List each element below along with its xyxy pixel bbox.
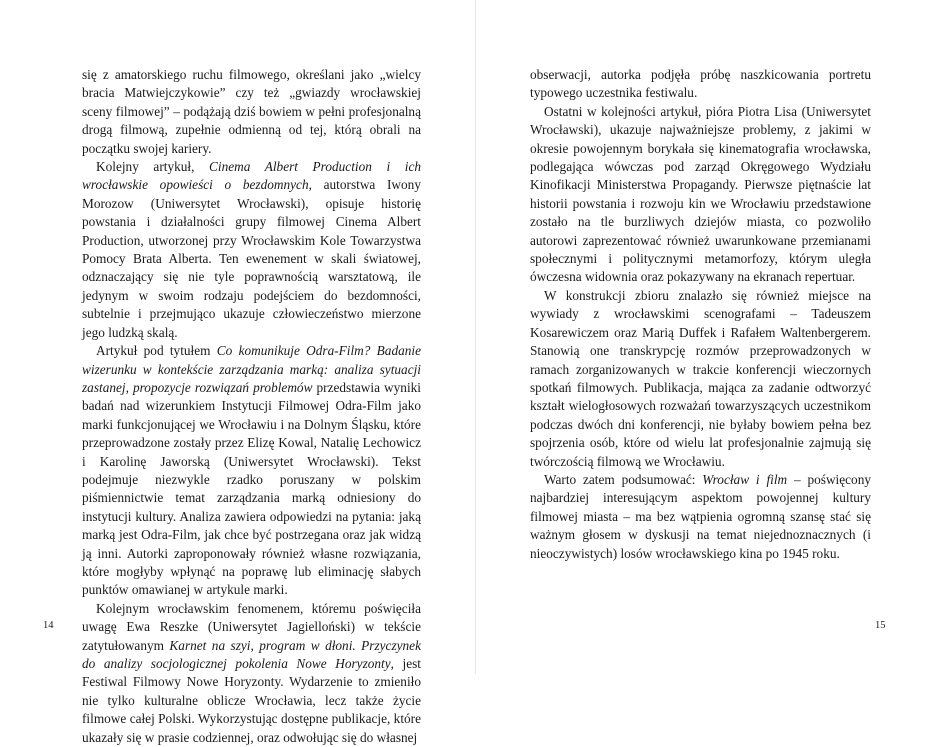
paragraph: Kolejnym wrocławskim fenomenem, któremu poświęciła uwagę Ewa Reszke (Uniwersytet Jagielloński) w tekście zatytułowanym Karnet na szyi, program w dłoni. Przyczynek do analizy socjologicznej pokolenia Nowe Horyzonty, jest Festiwal Filmowy Nowe Horyzonty. Wydarzenie to zmieniło nie tylko kulturalne oblicze Wrocławia, lecz także życie filmowe całej Polski. Wykorzystując dostępne publikacje, które ukazały się w prasie codziennej, oraz odwołując się do własnej [82, 600, 421, 745]
left-page-text [82, 66, 421, 747]
right-page [475, 0, 950, 674]
paragraph: Warto zatem podsumować: Wrocław i film – poświęcony najbardziej interesującym aspektom powojennej kultury filmowej miasta – ma bez wątpienia ogromną szansę stać się ważnym głosem w dyskusji na temat niejednoznacznych (i nieoczywistych) losów wrocławskiego kina po 1945 roku. [530, 471, 871, 561]
left-page [0, 0, 475, 745]
paragraph: Artykuł pod tytułem Co komunikuje Odra-Film? Badanie wizerunku w kontekście zarządzania marką: analiza sytuacji zastanej, propozycje rozwiązań problemów przedstawia wyniki badań nad wizerunkiem Instytucji Filmowej Odra-Film jako marki funkcjonującej we Wrocławiu i na Dolnym Śląsku, które przeprowadzone zostały przez Elizę Kowal, Natalię Lechowicz i Karolinę Jaworską (Uniwersytet Wrocławski). Tekst podejmuje niezwykle rzadko poruszany w polskim piśmiennictwie temat zarządzania marką odniesiony do instytucji kultury. Analiza zawiera odpowiedzi na pytania: jaką marką jest Odra-Film, jak chce być postrzegana oraz jak widzą ją inni. Autorki zaproponowały również własne rozwiązania, które mogłyby wpłynąć na poprawę lub eliminację słabych punktów omawianej w artykule marki. [82, 343, 421, 598]
paragraph: Ostatni w kolejności artykuł, pióra Piotra Lisa (Uniwersytet Wrocławski), ukazuje najważniejsze problemy, z jakimi w okresie powojennym borykała się kinematografia wrocławska, podlegająca wówczas pod zarząd Okręgowego Wydziału Kinofikacji Ministerstwa Propagandy. Pierwsze piętnaście lat historii powstania i rozwoju kin we Wrocławiu przedstawione zostało na tle burzliwych dziejów miasta, co pozwoliło autorowi zaprezentować również uwarunkowane przemianami społecznymi i politycznymi metamorfozy, którym uległa ówczesna widownia oraz pokazywany na ekranach repertuar. [530, 103, 871, 285]
article-title: Karnet na szyi, program w dłoni. Przyczynek do analizy socjologicznej pokolenia Nowe Horyzonty [82, 637, 421, 671]
paragraph: obserwacji, autorka podjęła próbę naszkicowania portretu typowego uczestnika festiwalu. [530, 67, 871, 101]
paragraph: W konstrukcji zbioru znalazło się również miejsce na wywiady z wrocławskimi scenografami – Tadeuszem Kosarewiczem oraz Marią Duffek i Rafałem Waltenbergerem. Stanowią one transkrypcję rozmów przeprowadzonych w ramach zorganizowanych w trakcie konferencji wieczornych spotkań filmowych. Publikacja, mająca za zadanie odtworzyć kształt wielogłosowych rozważań towarzyszących uczestnikom podczas dwóch dni konferencji, nie byłaby bowiem pełna bez spojrzenia osób, które od wielu lat profesjonalnie zajmują się twórczością filmową we Wrocławiu. [530, 287, 871, 469]
paragraph: Kolejny artykuł, Cinema Albert Production i ich wrocławskie opowieści o bezdomnych, autorstwa Iwony Morozow (Uniwersytet Wrocławski), opisuje historię powstania i działalności grupy filmowej Cinema Albert Production, utworzonej przy Wrocławskim Kole Towarzystwa Pomocy Brata Alberta. Ten ewenement w skali światowej, odznaczający się nie tyle poprawnością warsztatową, ile jedynym w swoim rodzaju podejściem do bezdomności, subtelnie i przejmująco ukazuje człowieczeństwo mierzone jego ludzką skalą. [82, 159, 421, 340]
page-number: 14 [43, 620, 54, 631]
article-title: Cinema Albert Production i ich wrocławskie opowieści o bezdomnych [82, 159, 421, 193]
paragraph: się z amatorskiego ruchu filmowego, określani jako „wielcy bracia Matwiejczykowie” czy też „gwiazdy wrocławskiej sceny filmowej” – podążają dziś bowiem w pełni profesjonalną drogą filmową, zupełnie odmienną od tej, którą obrali na początku swojej kariery. [82, 67, 421, 156]
article-title: Co komunikuje Odra-Film? Badanie wizerunku w kontekście zarządzania marką: analiza sytuacji zastanej, propozycje rozwiązań problemów [82, 343, 421, 395]
page-number: 15 [875, 620, 886, 631]
right-page-text [530, 66, 871, 563]
book-title: Wrocław i film [702, 471, 788, 487]
